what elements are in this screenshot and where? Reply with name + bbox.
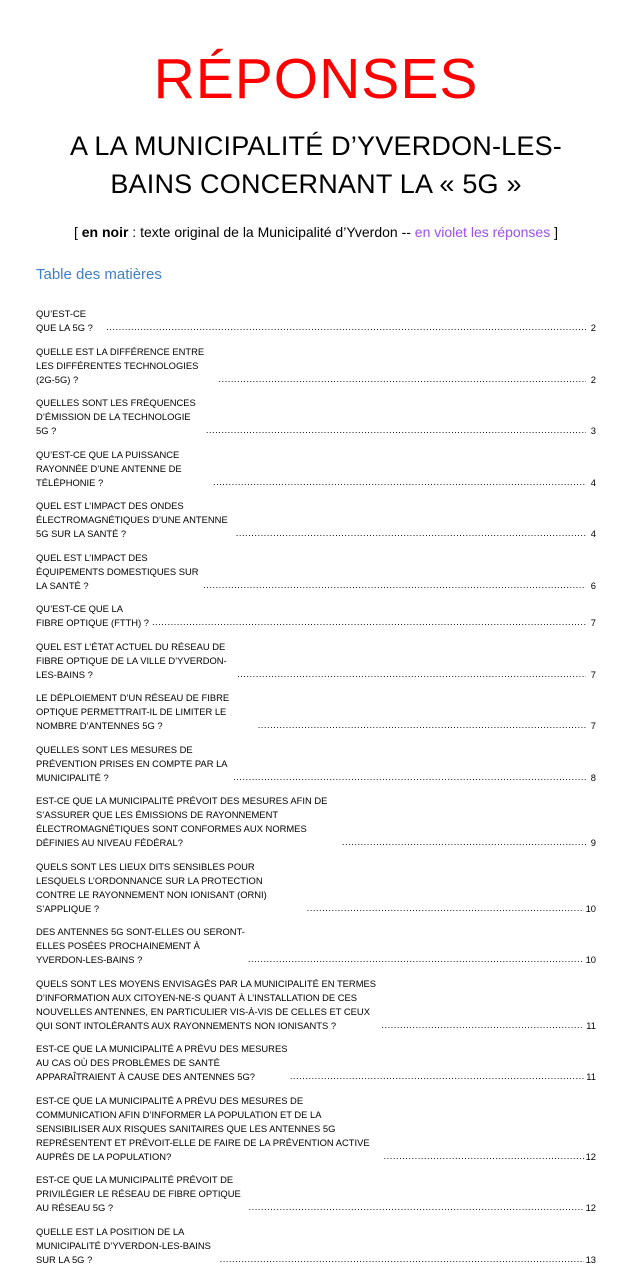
table-of-contents [36, 307, 596, 1267]
toc-page-number[interactable]: 7 [590, 668, 596, 680]
legend-violet-text: les réponses [466, 224, 551, 240]
toc-entry-text[interactable]: QUEL EST L’IMPACT DES ÉQUIPEMENTS DOMESTIQUES SUR LA SANTÉ ? [36, 551, 199, 591]
toc-entry[interactable] [36, 1225, 596, 1267]
toc-entry[interactable] [36, 925, 596, 967]
page-title: RÉPONSES [153, 47, 479, 111]
toc-entry-text[interactable]: QU’EST-CE QUE LA PUISSANCE RAYONNÉE D’UNE ANTENNE DE TÉLÉPHONIE ? [36, 448, 182, 488]
legend-close-bracket: ] [550, 224, 559, 240]
toc-entry-text[interactable]: QUEL EST L’ÉTAT ACTUEL DU RÉSEAU DE FIBRE OPTIQUE DE LA VILLE D’YVERDON-LES-BAINS ? [36, 640, 227, 680]
toc-entry-text[interactable]: EST-CE QUE LA MUNICIPALITÉ A PRÉVU DES MESURES DE COMMUNICATION AFIN D’INFORMER LA POPULATION ET DE LA SENSIBILISER AUX RISQUES SANITAIRES QUE LES ANTENNES 5G REPRÉSENTENT ET PRÉVOIT-ELLE DE FAIRE DE LA PRÉVENTION ACTIVE AUPRÈS DE LA POPULATION? [36, 1094, 370, 1162]
toc-page-number[interactable]: 9 [590, 837, 596, 848]
toc-entry[interactable] [36, 1173, 596, 1215]
toc-page-number[interactable]: 12 [585, 1202, 596, 1213]
toc-entry-text[interactable]: QUELLE EST LA DIFFÉRENCE ENTRE LES DIFFÉRENTES TECHNOLOGIES (2G-5G) ? [36, 345, 205, 385]
toc-entry[interactable] [36, 602, 596, 630]
toc-entry-text[interactable]: EST-CE QUE LA MUNICIPALITÉ A PRÉVU DES MESURES AU CAS OÙ DES PROBLÈMES DE SANTÉ APPARAÎTRAIENT À CAUSE DES ANTENNES 5G? [36, 1043, 288, 1082]
toc-entry-text[interactable]: QUELLES SONT LES FRÉQUENCES D’ÉMISSION DE LA TECHNOLOGIE 5G ? [36, 397, 196, 436]
toc-page-number[interactable]: 7 [590, 617, 596, 628]
toc-page-number[interactable]: 2 [590, 322, 596, 333]
toc-heading: Table des matières [36, 266, 162, 283]
toc-entry[interactable] [36, 743, 596, 785]
toc-leader-dots [236, 528, 586, 538]
toc-leader-dots [218, 374, 586, 384]
toc-entry-text[interactable]: QUEL EST L’IMPACT DES ONDES ÉLECTROMAGNÉTIQUES D’UNE ANTENNE 5G SUR LA SANTÉ ? [36, 500, 228, 539]
toc-page-number[interactable]: 4 [590, 528, 596, 539]
toc-entry-text[interactable]: QUELS SONT LES MOYENS ENVISAGÉS PAR LA MUNICIPALITÉ EN TERMES D’INFORMATION AUX CITOYEN-NE-S QUANT À L’INSTALLATION DE CES NOUVELLES ANTENNES, EN PARTICULIER VIS-À-VIS DE CELLES ET CEUX QUI SONT INTOLÉRANTS AUX RAYONNEMENTS NON IONISANTS ? [36, 977, 377, 1031]
toc-leader-dots [152, 617, 586, 627]
toc-leader-dots [248, 954, 584, 964]
toc-page-number[interactable]: 2 [590, 373, 596, 385]
toc-entry[interactable] [36, 499, 596, 541]
toc-leader-dots [342, 837, 586, 847]
toc-page-number[interactable]: 13 [585, 1253, 596, 1265]
toc-entry[interactable] [36, 396, 596, 438]
toc-entry[interactable] [36, 551, 596, 593]
toc-entry[interactable] [36, 345, 596, 387]
toc-entry[interactable] [36, 977, 596, 1033]
toc-entry-text[interactable]: DES ANTENNES 5G SONT-ELLES OU SERONT-ELLES POSÉES PROCHAINEMENT À YVERDON-LES-BAINS ? [36, 926, 245, 965]
legend-open-bracket: [ [73, 224, 82, 240]
toc-entry[interactable] [36, 1094, 596, 1164]
toc-entry[interactable] [36, 448, 596, 490]
legend-black-text: : texte original de la Municipalité d’Yverdon -- [128, 224, 415, 240]
toc-page-number[interactable]: 7 [590, 720, 596, 731]
toc-leader-dots [237, 669, 586, 679]
legend-black-label: en noir [81, 224, 129, 240]
toc-entry[interactable] [36, 691, 596, 733]
subtitle-line-2: BAINS CONCERNANT LA « 5G » [110, 169, 522, 199]
toc-leader-dots [307, 903, 584, 913]
toc-leader-dots [258, 720, 586, 730]
color-legend [36, 223, 596, 241]
toc-page-number[interactable]: 10 [585, 902, 596, 914]
toc-leader-dots [384, 1151, 584, 1161]
toc-entry[interactable] [36, 307, 596, 335]
toc-entry-text[interactable]: EST-CE QUE LA MUNICIPALITÉ PRÉVOIT DE PRIVILÉGIER LE RÉSEAU DE FIBRE OPTIQUE AU RÉSEAU 5G ? [36, 1174, 241, 1213]
toc-entry[interactable] [36, 1042, 596, 1084]
toc-entry-text[interactable]: QUELS SONT LES LIEUX DITS SENSIBLES POUR LESQUELS L’ORDONNANCE SUR LA PROTECTION CONTRE LE RAYONNEMENT NON IONISANT (ORNI) S’APPLIQUE ? [36, 860, 267, 914]
toc-entry-text[interactable]: QUELLE EST LA POSITION DE LA MUNICIPALITÉ D’YVERDON-LES-BAINS SUR LA 5G ? [36, 1225, 211, 1265]
toc-entry-text[interactable]: QU’EST-CE QUE LA 5G ? [36, 308, 93, 333]
toc-leader-dots [381, 1020, 584, 1030]
toc-leader-dots [290, 1071, 584, 1081]
toc-leader-dots [213, 477, 586, 487]
toc-entry-text[interactable]: QU’EST-CE QUE LA FIBRE OPTIQUE (FTTH) ? [36, 603, 150, 628]
toc-page-number[interactable]: 11 [586, 1071, 596, 1082]
toc-page-number[interactable]: 10 [585, 954, 596, 965]
toc-page-number[interactable]: 11 [586, 1019, 596, 1031]
toc-leader-dots [233, 772, 586, 782]
toc-leader-dots [106, 322, 586, 332]
toc-entry[interactable] [36, 640, 596, 682]
subtitle-line-1: A LA MUNICIPALITÉ D’YVERDON-LES- [69, 131, 563, 161]
page-subtitle [36, 127, 596, 203]
toc-leader-dots [248, 1202, 583, 1212]
toc-entry[interactable] [36, 860, 596, 916]
toc-leader-dots [220, 1254, 584, 1264]
toc-leader-dots [206, 425, 586, 435]
toc-entry-text[interactable]: QUELLES SONT LES MESURES DE PRÉVENTION PRISES EN COMPTE PAR LA MUNICIPALITÉ ? [36, 743, 228, 783]
toc-page-number[interactable]: 12 [585, 1150, 596, 1162]
toc-entry-text[interactable]: EST-CE QUE LA MUNICIPALITÉ PRÉVOIT DES MESURES AFIN DE S’ASSURER QUE LES ÉMISSIONS DE RAYONNEMENT ÉLECTROMAGNÉTIQUES SONT CONFORMES AUX NORMES DÉFINIES AU NIVEAU FÉDÉRAL? [36, 795, 328, 848]
toc-page-number[interactable]: 6 [590, 579, 596, 591]
toc-page-number[interactable]: 4 [590, 476, 596, 488]
toc-entry-text[interactable]: LE DÉPLOIEMENT D’UN RÉSEAU DE FIBRE OPTIQUE PERMETTRAIT-IL DE LIMITER LE NOMBRE D’ANTENNES 5G ? [36, 692, 230, 731]
toc-leader-dots [203, 580, 586, 590]
toc-page-number[interactable]: 3 [590, 425, 596, 436]
legend-violet-label: en violet [414, 224, 467, 240]
toc-entry[interactable] [36, 794, 596, 850]
toc-page-number[interactable]: 8 [590, 771, 596, 783]
